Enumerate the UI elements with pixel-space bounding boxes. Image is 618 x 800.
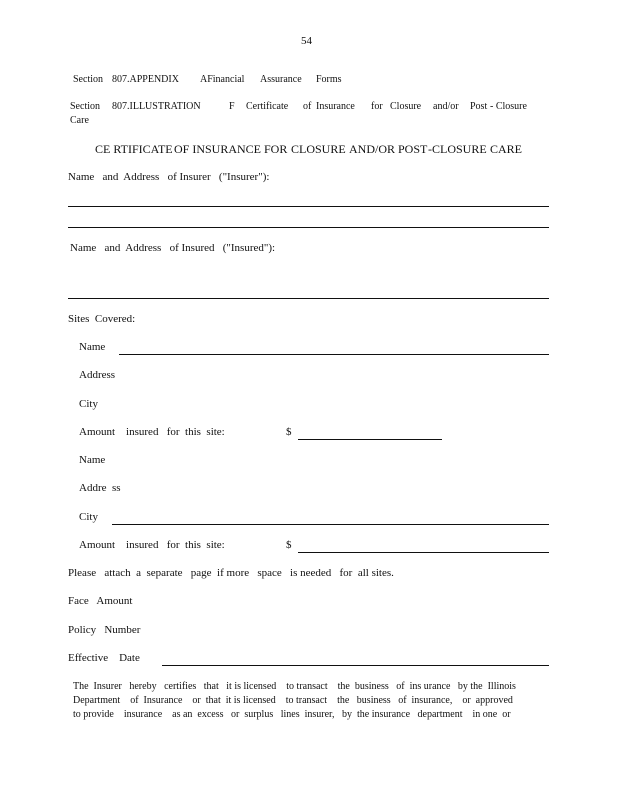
title-word: FOR — [264, 142, 288, 156]
section-word: Assurance — [260, 74, 302, 85]
site2-amount-line[interactable] — [298, 552, 549, 553]
policy-number-label: Policy Number — [68, 624, 141, 636]
section-word: of — [303, 101, 312, 112]
paragraph-line: The Insurer hereby certifies that it is licensed to transact the business of ins urance by the Illinois — [73, 681, 516, 692]
section-word: Section — [70, 101, 100, 112]
site1-name-label: Name — [79, 341, 106, 353]
insurer-line-2[interactable] — [68, 227, 549, 228]
effective-date-line[interactable] — [162, 665, 549, 666]
insurer-label: Name and Address of Insurer ("Insurer"): — [68, 171, 270, 183]
site1-city-label: City — [79, 398, 98, 410]
section-header-3: Care — [70, 115, 89, 126]
paragraph-line: to provide insurance as an excess or surplus lines insurer, by the insurance department in one or — [73, 709, 511, 720]
section-word: 807.ILLUSTRATION — [112, 101, 201, 112]
section-word: for — [371, 101, 383, 112]
insured-line[interactable] — [68, 298, 549, 299]
insured-label: Name and Address of Insured ("Insured"): — [70, 242, 276, 254]
site1-address-label: Address — [79, 369, 116, 381]
attach-note: Please attach a separate page if more space is needed for all sites. — [68, 567, 394, 579]
section-word: AFinancial — [200, 74, 245, 85]
site2-dollar-sign: $ — [286, 539, 292, 551]
section-word: - Closure — [490, 101, 527, 112]
section-word: 807.APPENDIX — [112, 74, 179, 85]
site1-amount-line[interactable] — [298, 439, 442, 440]
paragraph-line: Department of Insurance or that it is licensed to transact the business of insurance, or approved — [73, 695, 513, 706]
site2-city-label: City — [79, 511, 98, 523]
effective-date-label: Effective Date — [68, 652, 140, 664]
sites-covered-label: Sites Covered: — [68, 313, 136, 325]
section-word: Post — [470, 101, 488, 112]
section-word: F — [229, 101, 235, 112]
title-word: -CLOSURE — [428, 142, 487, 156]
title-word: CE RTIFICATE — [95, 142, 173, 156]
site2-name-label: Name — [79, 454, 106, 466]
title-word: POST — [398, 142, 428, 156]
site2-city-line[interactable] — [112, 524, 549, 525]
site1-name-line[interactable] — [119, 354, 549, 355]
face-amount-label: Face Amount — [68, 595, 133, 607]
section-word: Certificate — [246, 101, 289, 112]
site1-dollar-sign: $ — [286, 426, 292, 438]
section-word: Forms — [316, 74, 342, 85]
section-word: Closure — [390, 101, 422, 112]
section-word: Section — [73, 74, 103, 85]
title-word: CLOSURE — [291, 142, 346, 156]
insurer-line-1[interactable] — [68, 206, 549, 207]
title-word: CARE — [490, 142, 523, 156]
title-word: OF INSURANCE — [174, 142, 262, 156]
section-word: Insurance — [316, 101, 355, 112]
site2-amount-label: Amount insured for this site: — [79, 539, 225, 551]
site2-address-label: Addre ss — [79, 482, 121, 494]
title-word: AND/OR — [349, 142, 396, 156]
site1-amount-label: Amount insured for this site: — [79, 426, 225, 438]
page-number: 54 — [301, 35, 312, 47]
section-word: and/or — [433, 101, 459, 112]
